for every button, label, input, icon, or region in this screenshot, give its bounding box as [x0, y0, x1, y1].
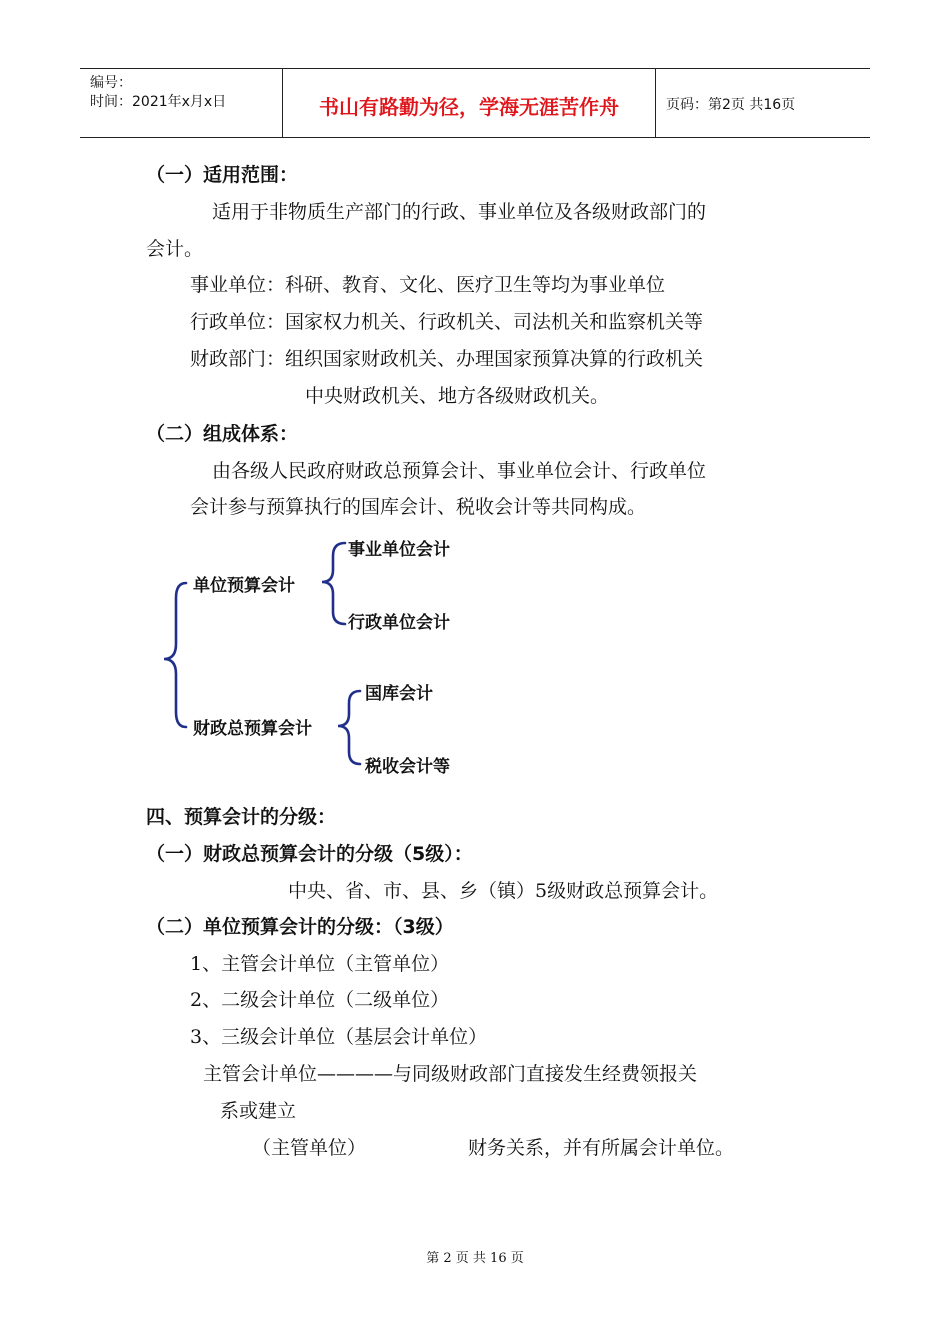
- diagram-treasury: 国库会计: [365, 684, 433, 704]
- page-info: 页码：第2页 共16页: [666, 97, 796, 113]
- motto: 书山有路勤为径，学海无涯苦作舟: [319, 95, 619, 119]
- paragraph: 主管会计单位————与同级财政部门直接发生经费领报关: [203, 1063, 698, 1085]
- list-item: 1、主管会计单位（主管单位）: [190, 953, 450, 975]
- section-heading-system: （二）组成体系：: [146, 423, 299, 445]
- paragraph: 中央、省、市、县、乡（镇）5级财政总预算会计。: [288, 880, 719, 902]
- main-brace: [164, 583, 186, 727]
- paragraph: 会计。: [146, 238, 204, 260]
- list-item: 3、三级会计单位（基层会计单位）: [190, 1026, 488, 1048]
- paragraph: （主管单位）: [252, 1137, 367, 1159]
- fiscal-brace: [338, 691, 360, 764]
- diagram-administrative-unit: 行政单位会计: [348, 613, 450, 633]
- diagram-public-institution: 事业单位会计: [348, 540, 450, 560]
- paragraph: 适用于非物质生产部门的行政、事业单位及各级财政部门的: [212, 201, 707, 223]
- list-item: 2、二级会计单位（二级单位）: [190, 989, 450, 1011]
- definition-line: 财政部门：组织国家财政机关、办理国家预算决算的行政机关: [190, 348, 704, 370]
- time-label: 时间：2021年x月x日: [90, 94, 227, 110]
- number-label: 编号：: [90, 75, 132, 91]
- paragraph: 财务关系，并有所属会计单位。: [468, 1137, 735, 1159]
- diagram-tax: 税收会计等: [365, 757, 450, 777]
- definition-line: 中央财政机关、地方各级财政机关。: [305, 385, 610, 407]
- unit-brace: [322, 543, 345, 624]
- section-heading-scope: （一）适用范围：: [146, 164, 299, 186]
- diagram-unit-budget: 单位预算会计: [193, 576, 295, 596]
- page-footer: 第 2 页 共 16 页: [426, 1251, 524, 1266]
- paragraph: 系或建立: [220, 1100, 297, 1122]
- definition-line: 行政单位：国家权力机关、行政机关、司法机关和监察机关等: [190, 311, 704, 333]
- section-heading-levels: 四、预算会计的分级：: [146, 806, 337, 828]
- subsection-heading-fiscal-levels: （一）财政总预算会计的分级（5级）：: [146, 843, 473, 865]
- subsection-heading-unit-levels: （二）单位预算会计的分级：（3级）: [146, 916, 454, 938]
- paragraph: 由各级人民政府财政总预算会计、事业单位会计、行政单位: [212, 460, 707, 482]
- definition-line: 事业单位：科研、教育、文化、医疗卫生等均为事业单位: [190, 274, 666, 296]
- diagram-fiscal-budget: 财政总预算会计: [193, 719, 312, 739]
- paragraph: 会计参与预算执行的国库会计、税收会计等共同构成。: [190, 496, 647, 518]
